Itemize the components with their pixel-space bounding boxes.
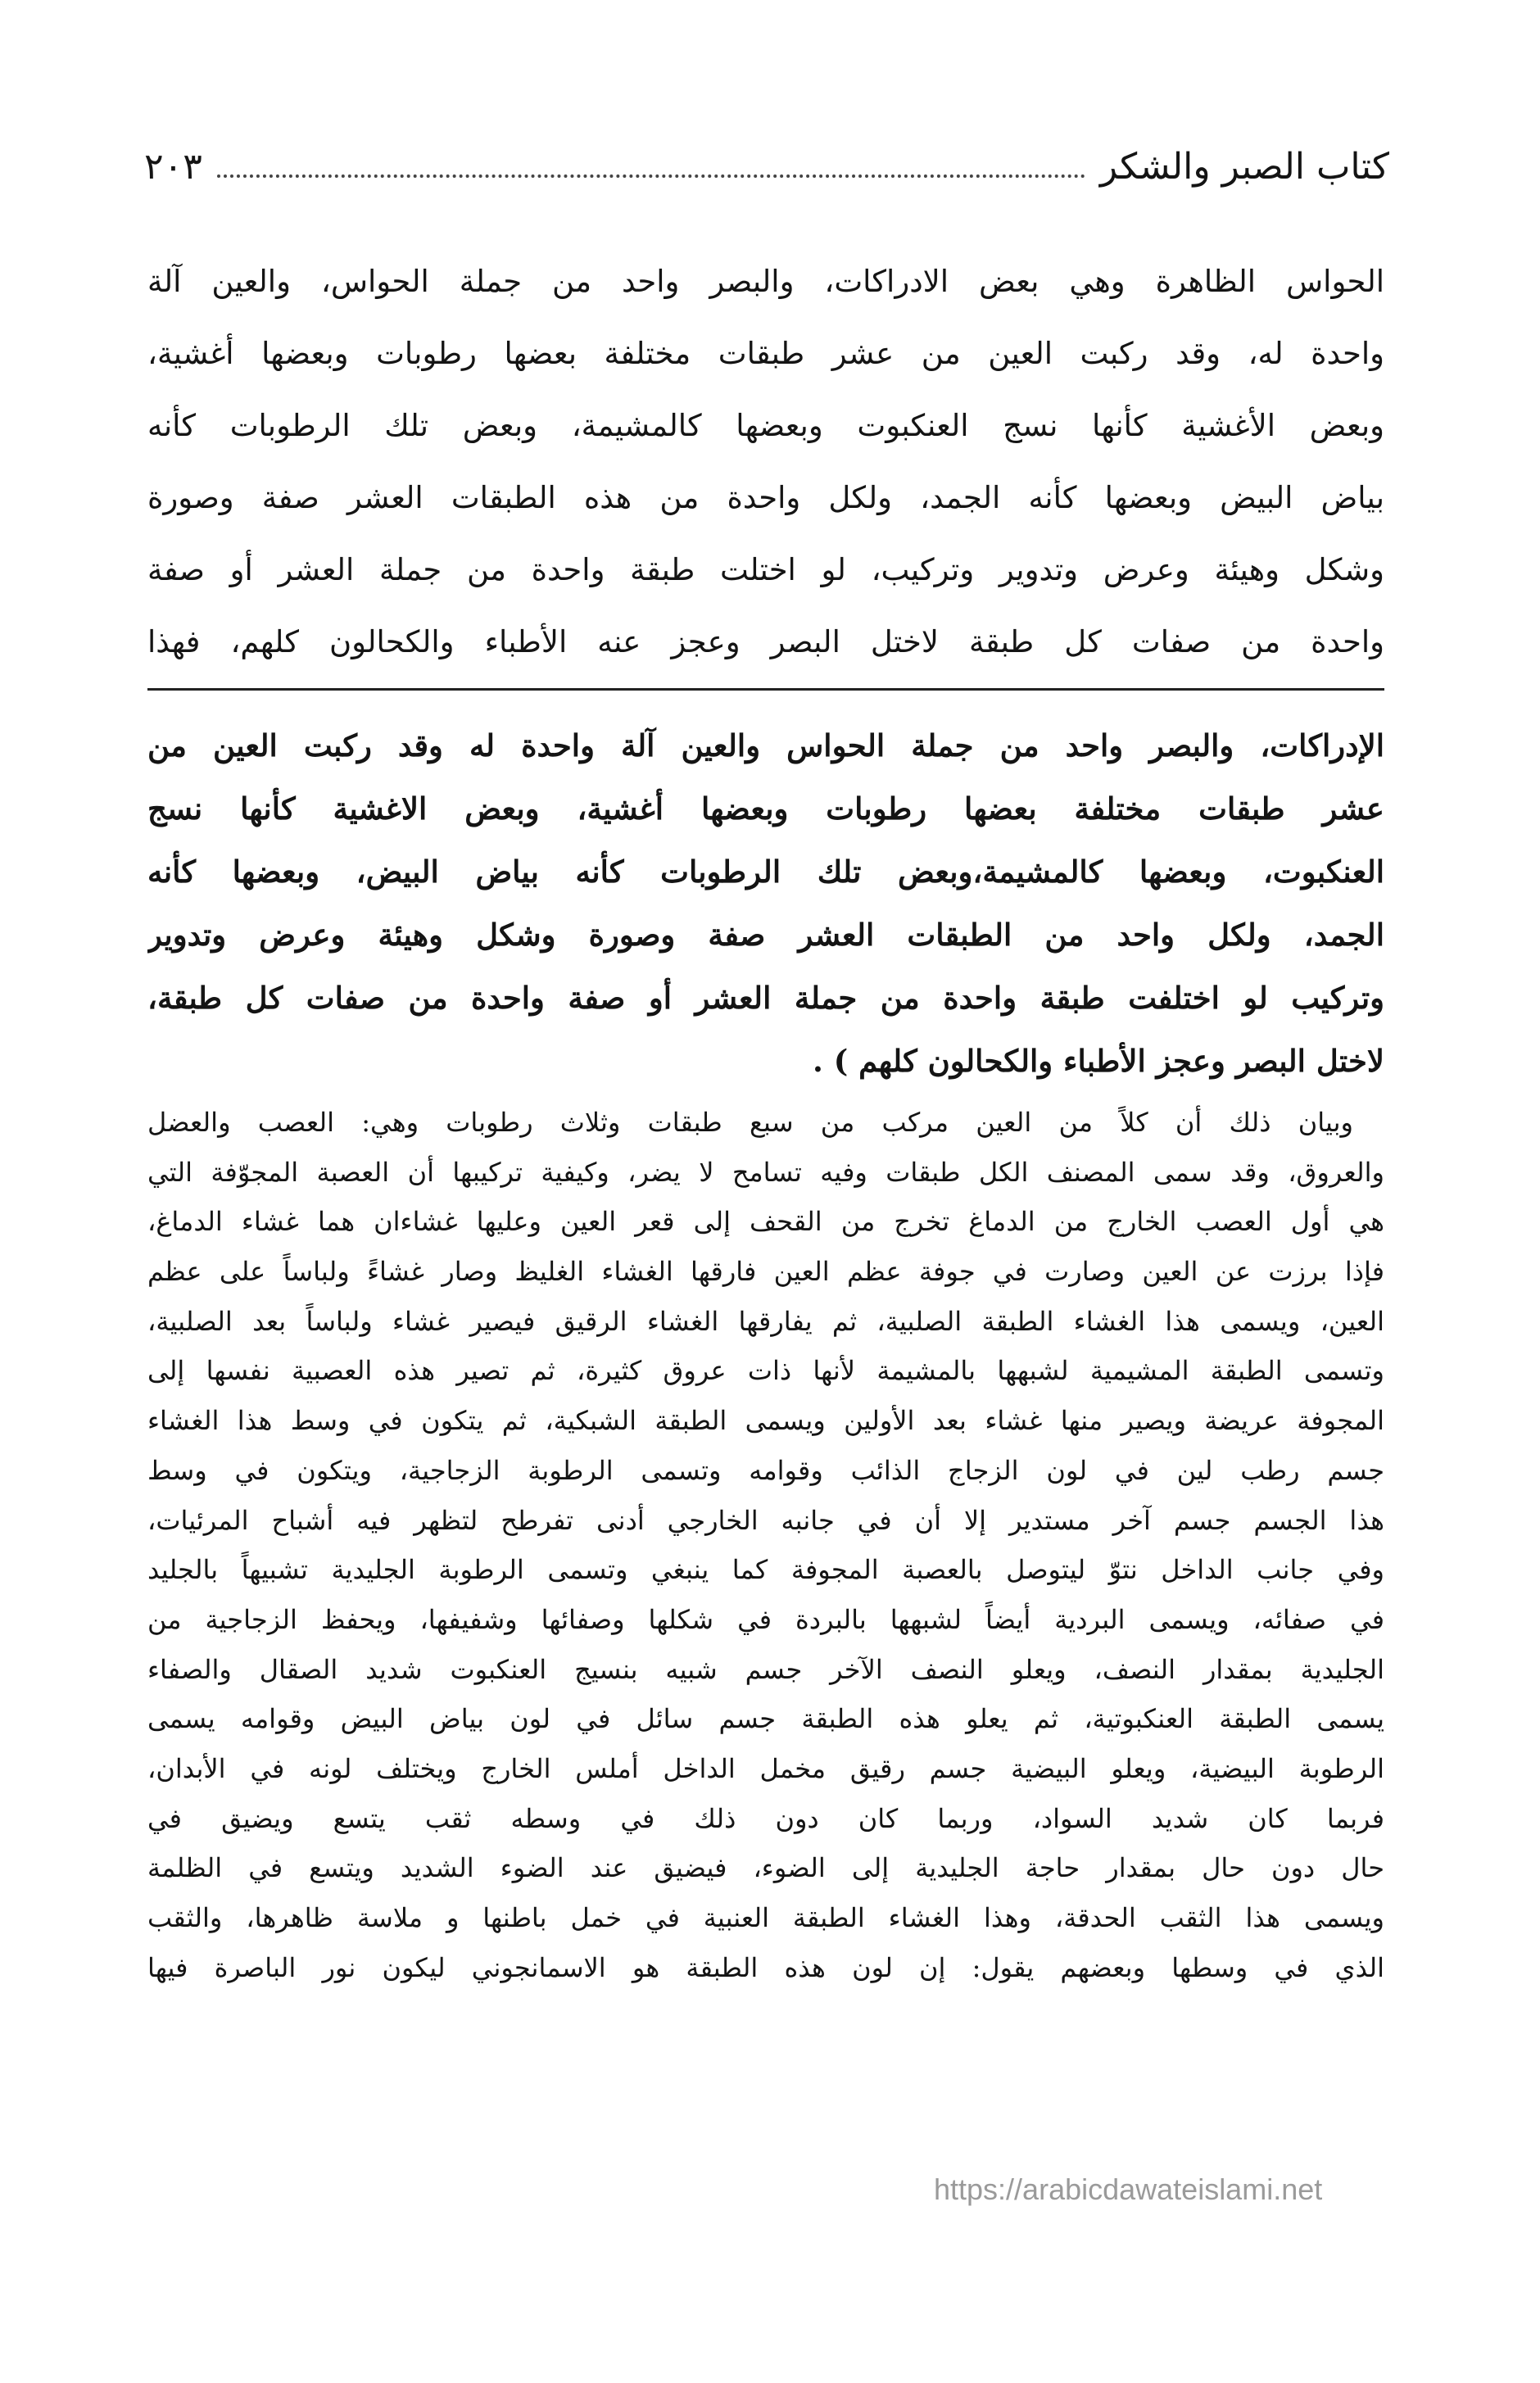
commentary-line: فإذا برزت عن العين وصارت في جوفة عظم العين فارقها الغشاء الغليظ وصار غشاءً ولباساً على عظم — [147, 1256, 1384, 1288]
page-header — [144, 138, 1389, 195]
section-divider — [147, 688, 1384, 691]
source-watermark: https://arabicdawateislami.net — [934, 2172, 1323, 2206]
quoted-text — [147, 714, 1384, 1093]
commentary-line: في صفائه، ويسمى البردية أيضاً لشبهها بالبردة في شكلها وصفائها وشفيفها، ويحفظ الزجاجية من — [147, 1603, 1384, 1635]
commentary-line: والعروق، وقد سمى المصنف الكل طبقات وفيه تسامح لا يضر، وكيفية تركيبها أن العصبة المجوّفة التي — [147, 1156, 1384, 1188]
commentary-line: العين، ويسمى هذا الغشاء الطبقة الصلبية، ثم يفارقها الغشاء الرقيق فيصير غشاء ولباساً بعد الصلبية، — [147, 1305, 1384, 1337]
dotted-leader — [217, 174, 1085, 178]
running-title: كتاب الصبر والشكر — [1099, 145, 1389, 188]
main-text-line: الحواس الظاهرة وهي بعض الادراكات، والبصر واحد من جملة الحواس، والعين آلة — [147, 264, 1384, 299]
main-text-line: وبعض الأغشية كأنها نسج العنكبوت وبعضها كالمشيمة، وبعض تلك الرطوبات كأنه — [147, 408, 1384, 443]
quoted-text-line: عشر طبقات مختلفة بعضها رطوبات وبعضها أغشية، وبعض الاغشية كأنها نسج — [147, 791, 1384, 827]
commentary-line: وبيان ذلك أن كلاً من العين مركب من سبع طبقات وثلاث رطوبات وهي: العصب والعضل — [147, 1107, 1353, 1138]
commentary-line: المجوفة عريضة ويصير منها غشاء بعد الأولين ويسمى الطبقة الشبكية، ثم يتكون في وسط هذا الغشاء — [147, 1405, 1384, 1437]
commentary-line: الرطوبة البيضية، ويعلو البيضية جسم رقيق مخمل الداخل أملس الخارج ويختلف لونه في الأبدان، — [147, 1752, 1384, 1784]
commentary-line: ويسمى هذا الثقب الحدقة، وهذا الغشاء الطبقة العنبية في خمل باطنها و ملاسة ظاهرها، والثقب — [147, 1902, 1384, 1933]
quoted-text-line: الإدراكات، والبصر واحد من جملة الحواس والعين آلة واحدة له وقد ركبت العين من — [147, 727, 1384, 763]
page-number: ٢٠٣ — [144, 145, 202, 188]
quoted-text-line: العنكبوت، وبعضها كالمشيمة،وبعض تلك الرطوبات كأنه بياض البيض، وبعضها كأنه — [147, 854, 1384, 890]
commentary-line: حال دون حال بمقدار حاجة الجليدية إلى الضوء، فيضيق عند الضوء الشديد ويتسع في الظلمة — [147, 1852, 1384, 1884]
commentary-line: وفي جانب الداخل نتوّ ليتوصل بالعصبة المجوفة كما ينبغي وتسمى الرطوبة الجليدية تشبيهاً بالجليد — [147, 1554, 1384, 1586]
quoted-text-line: وتركيب لو اختلفت طبقة واحدة من جملة العشر أو صفة واحدة من صفات كل طبقة، — [147, 980, 1384, 1016]
quoted-text-line: الجمد، ولكل واحد من الطبقات العشر صفة وصورة وشكل وهيئة وعرض وتدوير — [147, 917, 1384, 953]
commentary-line: وتسمى الطبقة المشيمية لشبهها بالمشيمة لأنها ذات عروق كثيرة، ثم تصير هذه العصبية نفسها إلى — [147, 1355, 1384, 1387]
main-text-line: واحدة من صفات كل طبقة لاختل البصر وعجز عنه الأطباء والكحالون كلهم، فهذا — [147, 624, 1384, 659]
main-text — [147, 246, 1384, 678]
quoted-text-line: لاختل البصر وعجز الأطباء والكحالون كلهم ) . — [813, 1043, 1384, 1079]
commentary-line: هي أول العصب الخارج من الدماغ تخرج من القحف إلى قعر العين وعليها غشاءان هما غشاء الدماغ، — [147, 1206, 1384, 1238]
main-text-line: واحدة له، وقد ركبت العين من عشر طبقات مختلفة بعضها رطوبات وبعضها أغشية، — [147, 336, 1384, 371]
commentary-line: الذي في وسطها وبعضهم يقول: إن لون هذه الطبقة هو الاسمانجوني ليكون نور الباصرة فيها — [147, 1951, 1384, 1983]
commentary-line: يسمى الطبقة العنكبوتية، ثم يعلو هذه الطبقة جسم سائل في لون بياض البيض وقوامه يسمى — [147, 1703, 1384, 1735]
commentary-line: الجليدية بمقدار النصف، ويعلو النصف الآخر جسم شبيه بنسيج العنكبوت شديد الصقال والصفاء — [147, 1653, 1384, 1685]
commentary-line: فربما كان شديد السواد، وربما كان دون ذلك في وسطه ثقب يتسع ويضيق في — [147, 1802, 1384, 1834]
main-text-line: وشكل وهيئة وعرض وتدوير وتركيب، لو اختلت طبقة واحدة من جملة العشر أو صفة — [147, 552, 1384, 587]
main-text-line: بياض البيض وبعضها كأنه الجمد، ولكل واحدة من هذه الطبقات العشر صفة وصورة — [147, 480, 1384, 515]
commentary-line: جسم رطب لين في لون الزجاج الذائب وقوامه وتسمى الرطوبة الزجاجية، ويتكون في وسط — [147, 1454, 1384, 1486]
commentary-line: هذا الجسم جسم آخر مستدير إلا أن في جانبه الخارجي أدنى تفرطح لتظهر فيه أشباح المرئيات، — [147, 1504, 1384, 1536]
commentary — [147, 1098, 1384, 1992]
